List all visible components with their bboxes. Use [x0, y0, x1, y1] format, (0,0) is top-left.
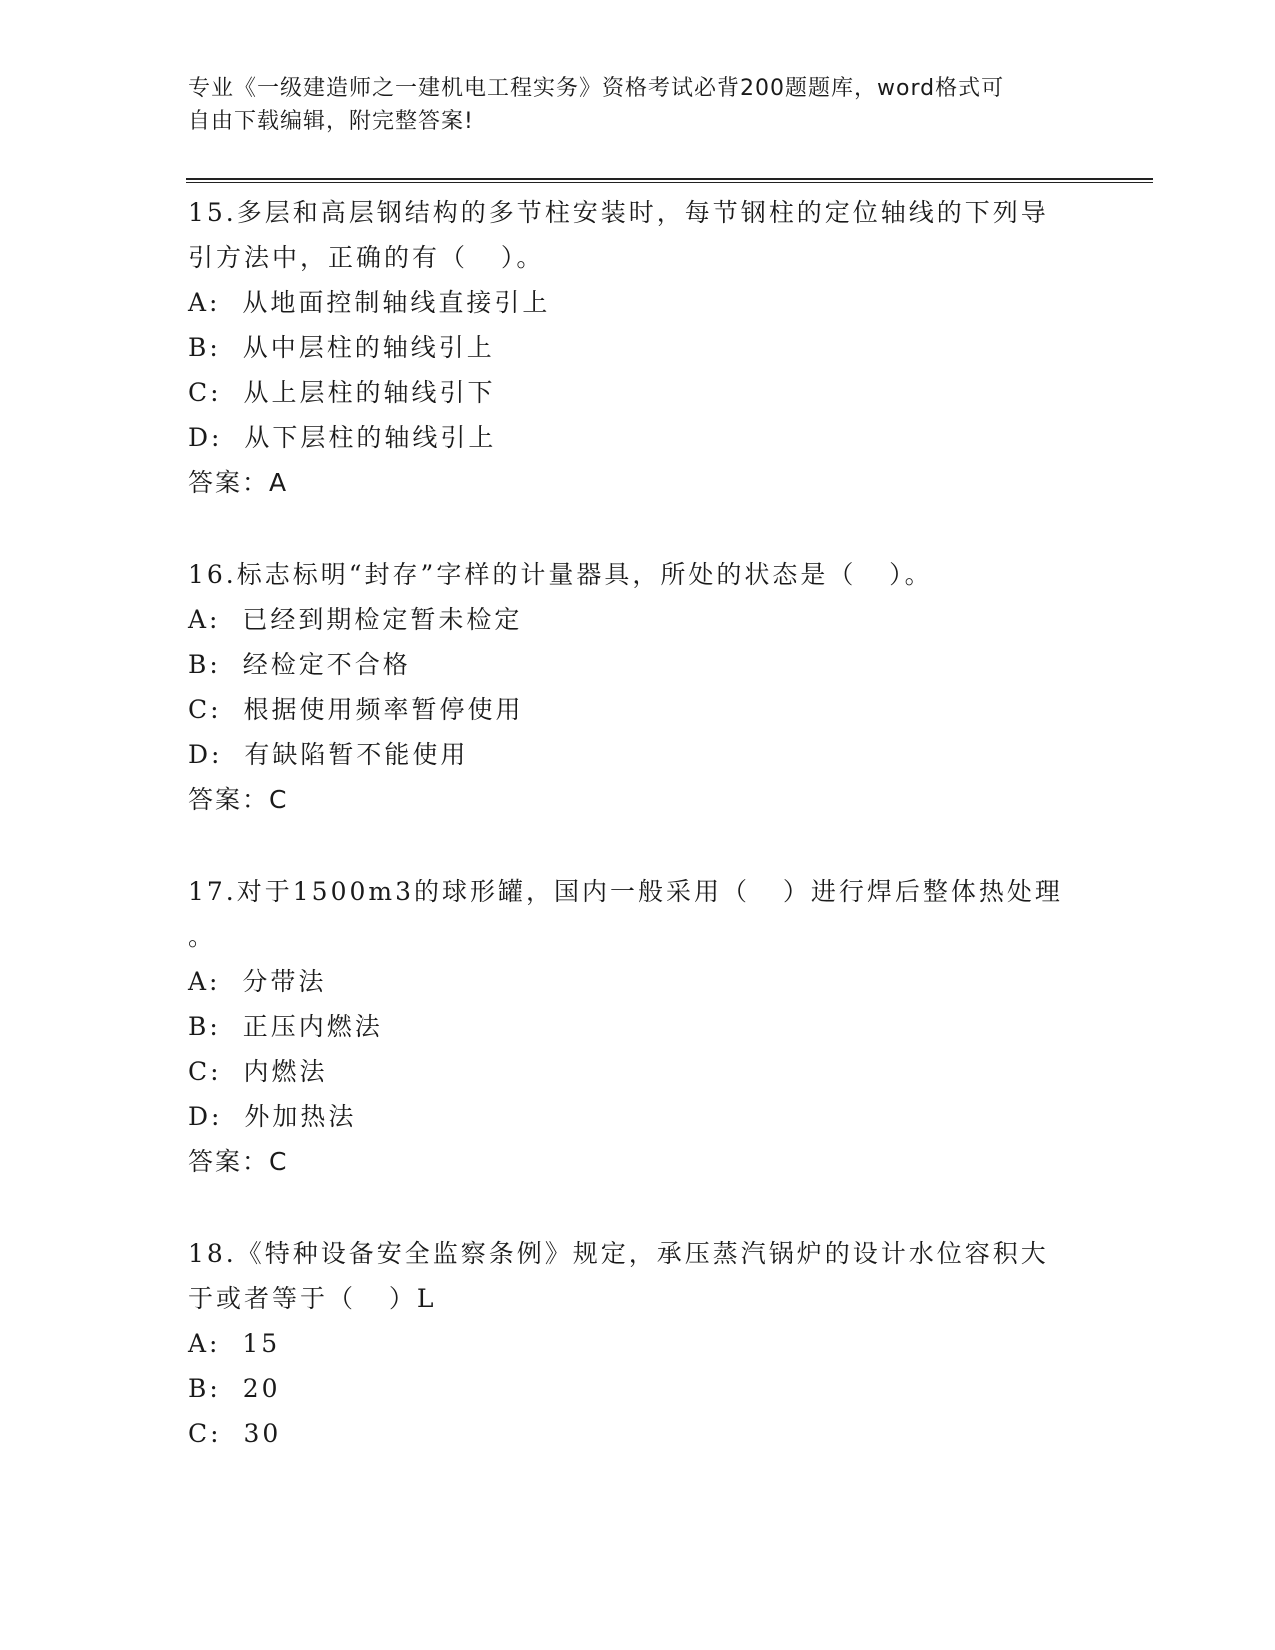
option-c: C: 30	[188, 1419, 282, 1448]
header-line-1: 专业《一级建造师之一建机电工程实务》资格考试必背200题题库，word格式可	[188, 76, 1005, 101]
option-b: B: 正压内燃法	[188, 1012, 383, 1041]
question-stem-continued: 。	[188, 922, 217, 951]
question-stem: 18.《特种设备安全监察条例》规定，承压蒸汽锅炉的设计水位容积大	[188, 1239, 1049, 1268]
question-stem: 15.多层和高层钢结构的多节柱安装时，每节钢柱的定位轴线的下列导	[188, 198, 1049, 227]
option-b: B: 20	[188, 1374, 281, 1403]
question-stem-continued: 于或者等于（ ）L	[188, 1284, 437, 1313]
option-c: C: 从上层柱的轴线引下	[188, 378, 496, 407]
document-header	[188, 72, 1068, 138]
option-d: D: 从下层柱的轴线引上	[188, 423, 497, 452]
option-a: A: 分带法	[188, 967, 327, 996]
option-a: A: 15	[188, 1329, 281, 1358]
question-17	[188, 869, 1088, 1184]
question-stem: 16.标志标明“封存”字样的计量器具，所处的状态是（ ）。	[188, 560, 933, 589]
question-stem: 17.对于1500m3的球形罐，国内一般采用（ ）进行焊后整体热处理	[188, 877, 1063, 906]
option-a: A: 从地面控制轴线直接引上	[188, 288, 551, 317]
header-line-2: 自由下载编辑，附完整答案!	[188, 109, 474, 134]
question-15	[188, 190, 1088, 505]
question-18	[188, 1231, 1088, 1456]
question-stem-continued: 引方法中，正确的有（ ）。	[188, 243, 545, 272]
option-b: B: 从中层柱的轴线引上	[188, 333, 495, 362]
header-divider	[186, 178, 1153, 184]
option-c: C: 根据使用频率暂停使用	[188, 695, 524, 724]
question-16	[188, 552, 1088, 822]
answer: 答案：C	[188, 785, 289, 814]
option-d: D: 有缺陷暂不能使用	[188, 740, 469, 769]
option-a: A: 已经到期检定暂未检定	[188, 605, 523, 634]
option-c: C: 内燃法	[188, 1057, 328, 1086]
answer: 答案：A	[188, 468, 289, 497]
question-list	[188, 190, 1088, 1503]
answer: 答案：C	[188, 1147, 289, 1176]
option-d: D: 外加热法	[188, 1102, 357, 1131]
option-b: B: 经检定不合格	[188, 650, 411, 679]
